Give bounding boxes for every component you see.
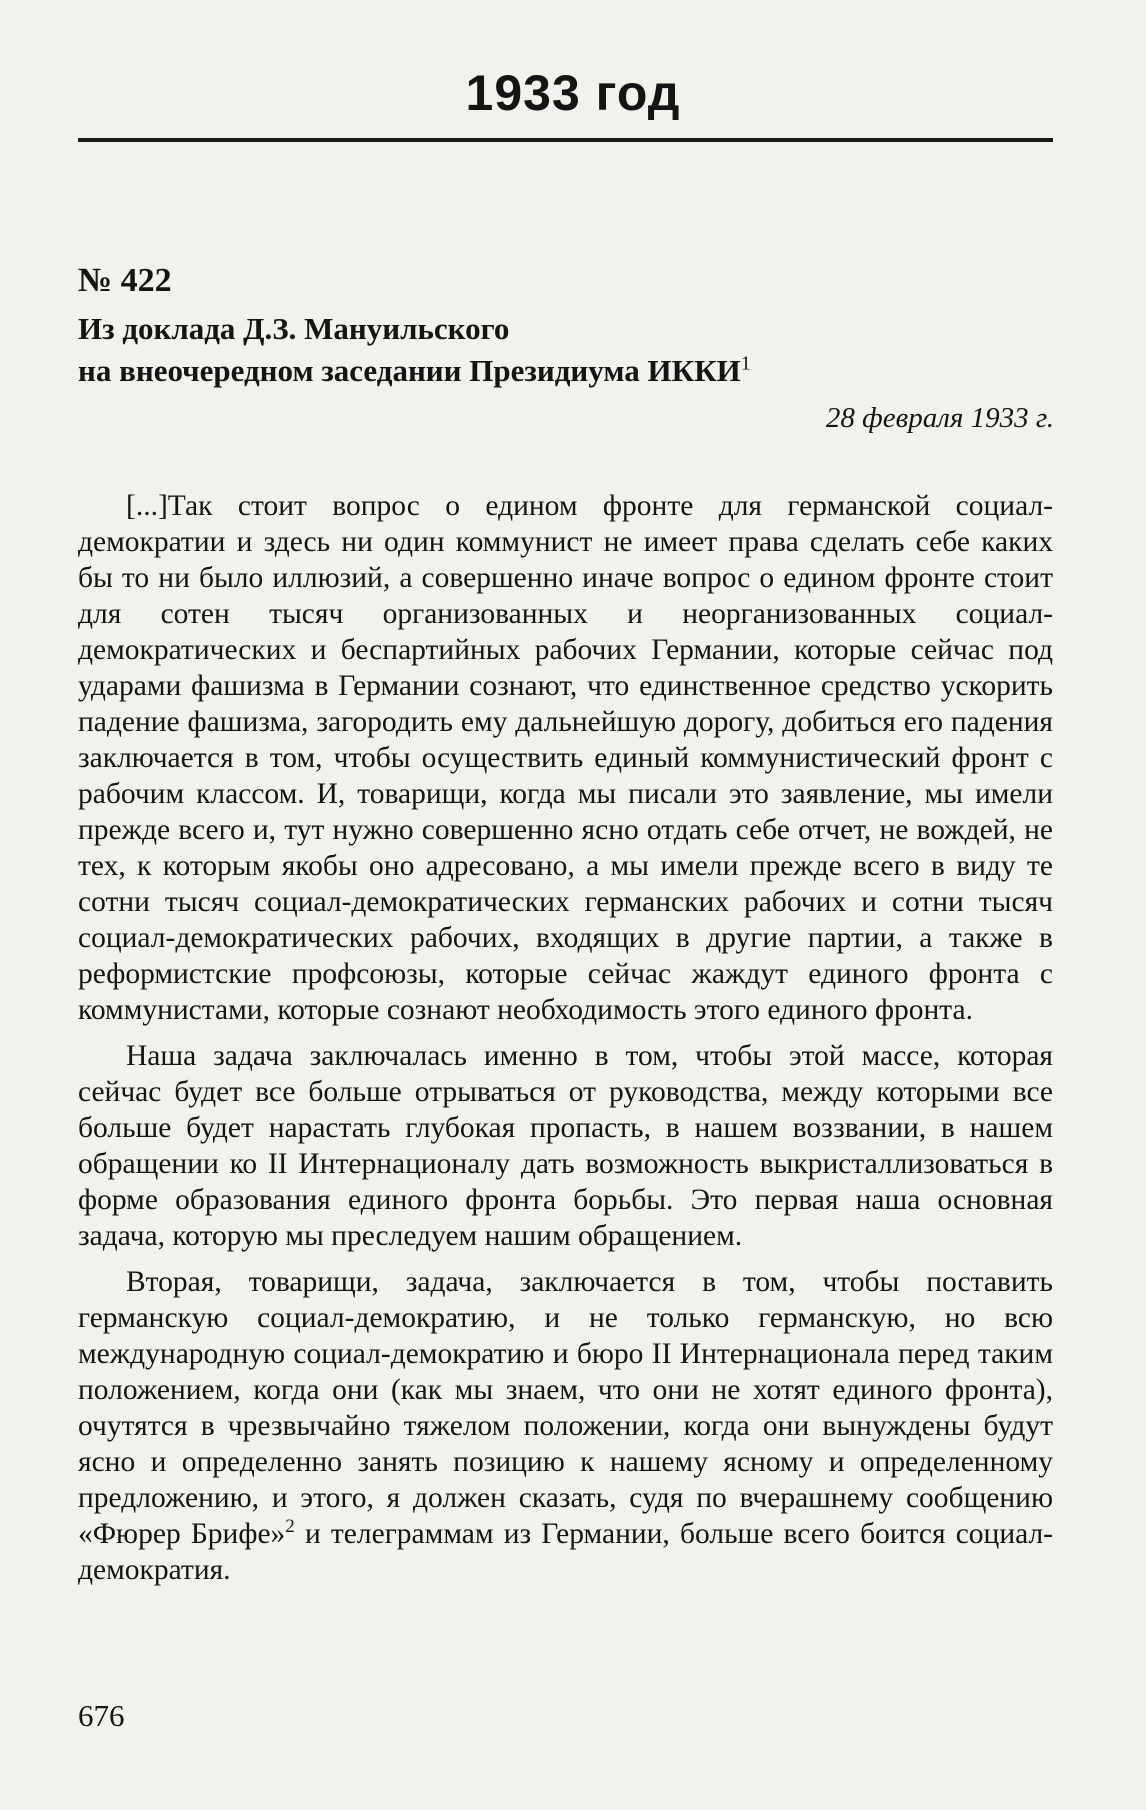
page-number: 676 [78,1698,125,1733]
footnote-ref-2: 2 [285,1516,295,1538]
paragraph-2: Наша задача заключалась именно в том, чтобы этой массе, которая сейчас будет все больше отрываться от руководства, между которыми все больше будет нарастать глубокая пропасть, в нашем воззвании, в нашем обращении ко II Интернационалу дать возможность выкристаллизоваться в форме образования единого фронта борьбы. Это первая наша основная задача, которую мы преследуем нашим обращением. [78,1040,1053,1252]
document-title-line-1: Из доклада Д.З. Мануильского [78,311,510,346]
document-title-line-2-text: на внеочередном заседании Президиума ИККИ [78,353,741,388]
running-header-year: 1933 год [465,65,681,121]
document-date: 28 февраля 1933 г. [825,402,1054,434]
body-text [78,488,1053,1598]
paragraph-3-text-b: и телеграммам из Германии, больше всего боится социал-демократия. [78,1518,1054,1586]
paragraph-3 [78,1264,1053,1588]
document-title [78,308,1053,392]
document-number: № 422 [78,262,172,299]
paragraph-3-text-a: Вторая, товарищи, задача, заключается в том, чтобы поставить германскую социал-демократию, и не только германскую, но всю международную социал-демократию и бюро II Интернационала перед таким положением, когда они (как мы знаем, что они не хотят единого фронта), очутятся в чрезвычайно тяжелом положении, когда они вынуждены будут ясно и определенно занять позицию к нашему ясному и определенному предложению, и этого, я должен сказать, судя по вчерашнему сообщению «Фюрер Брифе» [78,1266,1053,1550]
document-title-line-2 [78,350,1053,392]
paragraph-1: [...]Так стоит вопрос о едином фронте для германской социал-демократии и здесь ни один коммунист не имеет права сделать себе каких бы то ни было иллюзий, а совершенно иначе вопрос о едином фронте стоит для сотен тысяч организованных и неорганизованных социал-демократических и беспартийных рабочих Германии, которые сейчас под ударами фашизма в Германии сознают, что единственное средство ускорить падение фашизма, загородить ему дальнейшую дорогу, добиться его падения заключается в том, чтобы осуществить единый коммунистический фронт с рабочим классом. И, товарищи, когда мы писали это заявление, мы имели прежде всего и, тут нужно совершенно ясно отдать себе отчет, не вождей, не тех, к которым якобы оно адресовано, а мы имели прежде всего в виду те сотни тысяч социал-демократических германских рабочих и сотни тысяч социал-демократических рабочих, входящих в другие партии, а также в реформистские профсоюзы, которые сейчас жаждут единого фронта с коммунистами, которые сознают необходимость этого единого фронта. [78,490,1053,1026]
footnote-ref-1: 1 [740,352,751,375]
header-rule [78,138,1053,142]
